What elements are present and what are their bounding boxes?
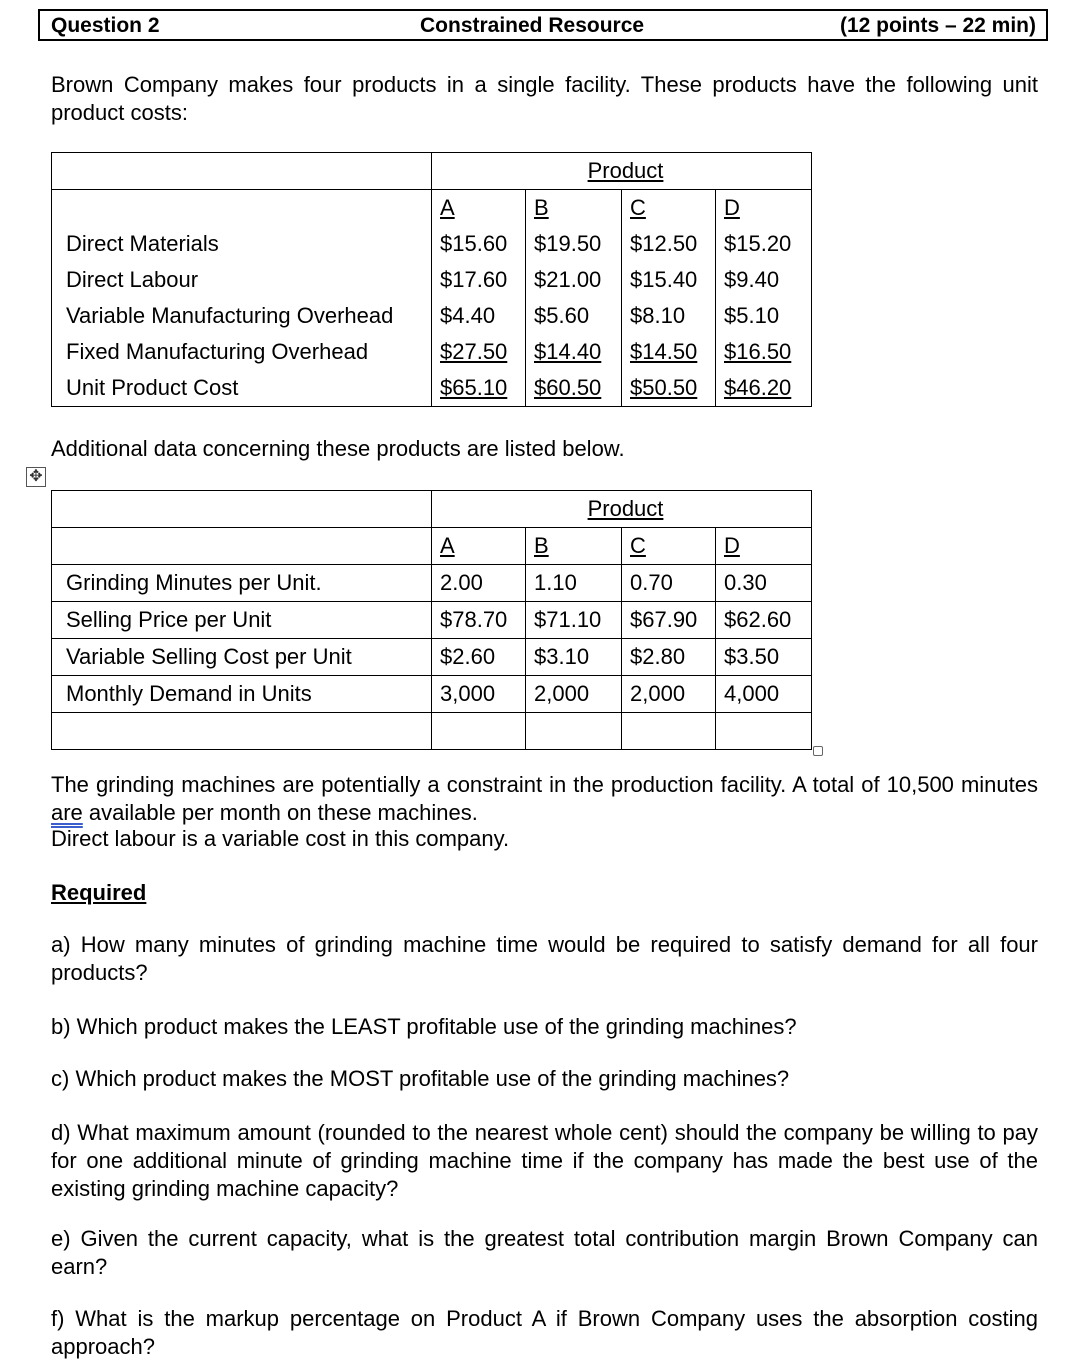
table-row bbox=[52, 370, 812, 407]
question-d: d) What maximum amount (rounded to the nearest whole cent) should the company be willing to pay for one additional minute of grinding machine time if the company has made the best use of the existing grinding machine capacity? bbox=[51, 1120, 1038, 1201]
cell: $19.50 bbox=[526, 226, 622, 262]
question-title: Constrained Resource bbox=[420, 14, 645, 37]
product-header: Product bbox=[587, 496, 664, 521]
unit-cost-table bbox=[51, 152, 812, 407]
table-row bbox=[52, 262, 812, 298]
question-points: (12 points – 22 min) bbox=[839, 14, 1036, 37]
cell: $60.50 bbox=[534, 375, 602, 400]
table-row bbox=[52, 602, 812, 639]
table-row bbox=[52, 491, 812, 528]
row-label: Variable Selling Cost per Unit bbox=[52, 639, 432, 676]
cell: $46.20 bbox=[724, 375, 792, 400]
table-row bbox=[52, 298, 812, 334]
cell: $5.60 bbox=[526, 298, 622, 334]
cell: 0.70 bbox=[622, 565, 716, 602]
grammar-flagged-word: are bbox=[51, 800, 83, 825]
table-resize-handle[interactable] bbox=[813, 746, 823, 756]
cell: $15.60 bbox=[432, 226, 526, 262]
column-d-header: D bbox=[724, 195, 740, 220]
table-row bbox=[52, 528, 812, 565]
cell: $3.10 bbox=[526, 639, 622, 676]
cell: $8.10 bbox=[622, 298, 716, 334]
table-row bbox=[52, 565, 812, 602]
cell: $17.60 bbox=[432, 262, 526, 298]
row-label: Fixed Manufacturing Overhead bbox=[52, 334, 432, 370]
table-row bbox=[52, 153, 812, 190]
product-header: Product bbox=[587, 158, 664, 183]
table-row bbox=[52, 190, 812, 227]
column-c-header: C bbox=[630, 195, 646, 220]
question-e: e) Given the current capacity, what is the greatest total contribution margin Brown Company can earn? bbox=[51, 1226, 1038, 1279]
table-row bbox=[52, 226, 812, 262]
cell: $14.40 bbox=[534, 339, 602, 364]
cell: $21.00 bbox=[526, 262, 622, 298]
cell: $5.10 bbox=[716, 298, 812, 334]
cell: $9.40 bbox=[716, 262, 812, 298]
table-row bbox=[52, 676, 812, 713]
cell: $78.70 bbox=[432, 602, 526, 639]
cell: $2.60 bbox=[432, 639, 526, 676]
row-label: Direct Labour bbox=[52, 262, 432, 298]
question-number: Question 2 bbox=[51, 14, 160, 37]
move-handle-icon[interactable]: ✥ bbox=[26, 467, 46, 487]
cell: $15.40 bbox=[622, 262, 716, 298]
cell: $12.50 bbox=[622, 226, 716, 262]
question-header bbox=[38, 9, 1048, 41]
cell: $65.10 bbox=[440, 375, 508, 400]
cell: $15.20 bbox=[716, 226, 812, 262]
column-b-header: B bbox=[534, 195, 549, 220]
question-a: a) How many minutes of grinding machine time would be required to satisfy demand for all four products? bbox=[51, 932, 1038, 985]
question-c: c) Which product makes the MOST profitable use of the grinding machines? bbox=[51, 1066, 790, 1091]
cell: $16.50 bbox=[724, 339, 792, 364]
column-b-header: B bbox=[534, 533, 549, 558]
cell: $71.10 bbox=[526, 602, 622, 639]
table-row bbox=[52, 639, 812, 676]
labour-note: Direct labour is a variable cost in this company. bbox=[51, 826, 510, 851]
cell: 2.00 bbox=[432, 565, 526, 602]
row-label: Grinding Minutes per Unit. bbox=[52, 565, 432, 602]
column-a-header: A bbox=[440, 533, 455, 558]
cell: $2.80 bbox=[622, 639, 716, 676]
cell: 2,000 bbox=[622, 676, 716, 713]
constraint-paragraph: The grinding machines are potentially a constraint in the production facility. A total of 10,500 minutes are available per month on these machines. bbox=[51, 772, 1038, 825]
cell: 0.30 bbox=[716, 565, 812, 602]
row-label: Unit Product Cost bbox=[52, 370, 432, 407]
cell: $67.90 bbox=[622, 602, 716, 639]
additional-data-text: Additional data concerning these products are listed below. bbox=[51, 436, 625, 461]
column-c-header: C bbox=[630, 533, 646, 558]
table-row bbox=[52, 334, 812, 370]
row-label: Monthly Demand in Units bbox=[52, 676, 432, 713]
cell: $4.40 bbox=[432, 298, 526, 334]
column-d-header: D bbox=[724, 533, 740, 558]
question-b: b) Which product makes the LEAST profitable use of the grinding machines? bbox=[51, 1014, 797, 1039]
column-a-header: A bbox=[440, 195, 455, 220]
cell: $14.50 bbox=[630, 339, 698, 364]
question-f: f) What is the markup percentage on Product A if Brown Company uses the absorption costing approach? bbox=[51, 1306, 1038, 1359]
cell: 3,000 bbox=[432, 676, 526, 713]
row-label: Variable Manufacturing Overhead bbox=[52, 298, 432, 334]
cell: 1.10 bbox=[526, 565, 622, 602]
row-label: Direct Materials bbox=[52, 226, 432, 262]
intro-paragraph: Brown Company makes four products in a single facility. These products have the following unit product costs: bbox=[51, 72, 1038, 125]
table-row bbox=[52, 713, 812, 750]
cell: $3.50 bbox=[716, 639, 812, 676]
cell: $62.60 bbox=[716, 602, 812, 639]
row-label: Selling Price per Unit bbox=[52, 602, 432, 639]
cell: $50.50 bbox=[630, 375, 698, 400]
cell: $27.50 bbox=[440, 339, 508, 364]
required-heading: Required bbox=[51, 880, 147, 905]
additional-data-table bbox=[51, 490, 812, 750]
cell: 2,000 bbox=[526, 676, 622, 713]
cell: 4,000 bbox=[716, 676, 812, 713]
